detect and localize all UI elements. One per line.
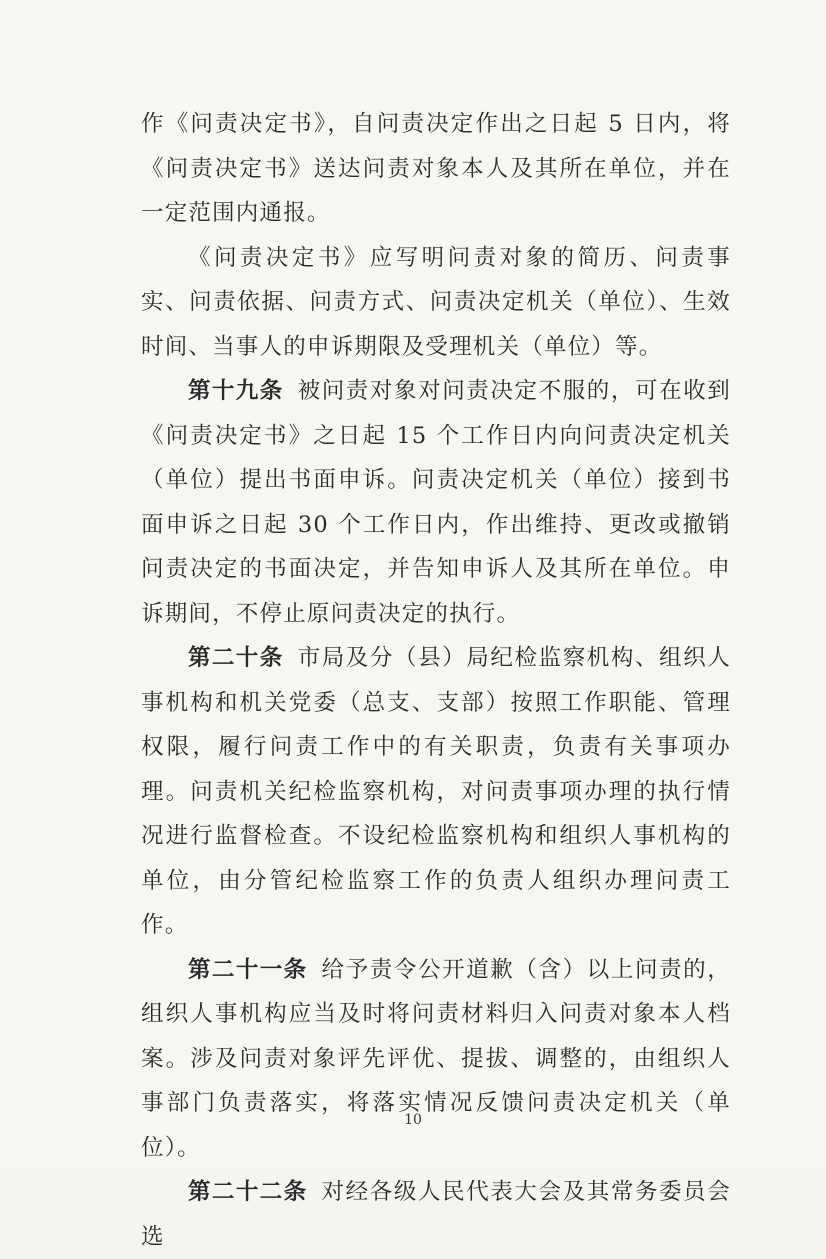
paragraph-text: 作《问责决定书》，自问责决定作出之日起 5 日内，将《问责决定书》送达问责对象本人及其所在单位，并在一定范围内通报。 bbox=[141, 111, 731, 226]
paragraph-text: 被问责对象对问责决定不服的，可在收到《问责决定书》之日起 15 个工作日内向问责决定机关（单位）提出书面申诉。问责决定机关（单位）接到书面申诉之日起 30 个工作日内，作出维持、更改或撤销问责决定的书面决定，并告知申诉人及其所在单位。申诉期间，不停止原问责决定的执行。 bbox=[141, 378, 731, 627]
paragraph-p2 bbox=[141, 236, 731, 370]
article-label: 第二十一条 bbox=[188, 956, 308, 983]
document-body bbox=[141, 102, 731, 1259]
paragraph-p1 bbox=[141, 102, 731, 236]
article-19 bbox=[141, 369, 731, 636]
paragraph-text: 给予责令公开道歉（含）以上问责的，组织人事机构应当及时将问责材料归入问责对象本人档案。涉及问责对象评先评优、提拔、调整的，由组织人事部门负责落实，将落实情况反馈问责决定机关（单位）。 bbox=[141, 956, 731, 1161]
paragraph-text: 《问责决定书》应写明问责对象的简历、问责事实、问责依据、问责方式、问责决定机关（单位）、生效时间、当事人的申诉期限及受理机关（单位）等。 bbox=[141, 244, 731, 360]
article-20 bbox=[141, 636, 731, 948]
article-21 bbox=[141, 948, 731, 1171]
article-label: 第二十二条 bbox=[188, 1179, 308, 1205]
article-label: 第二十条 bbox=[188, 645, 284, 671]
paragraph-text: 市局及分（县）局纪检监察机构、组织人事机构和机关党委（总支、支部）按照工作职能、管理权限，履行问责工作中的有关职责，负责有关事项办理。问责机关纪检监察机构，对问责事项办理的执行情况进行监督检查。不设纪检监察机构和组织人事机构的单位，由分管纪检监察工作的负责人组织办理问责工作。 bbox=[141, 645, 731, 938]
article-label: 第十九条 bbox=[188, 378, 284, 404]
paragraph-text: 对经各级人民代表大会及其常务委员会选 bbox=[141, 1179, 731, 1250]
page-number: 10 bbox=[404, 1112, 422, 1128]
article-22 bbox=[141, 1170, 731, 1259]
